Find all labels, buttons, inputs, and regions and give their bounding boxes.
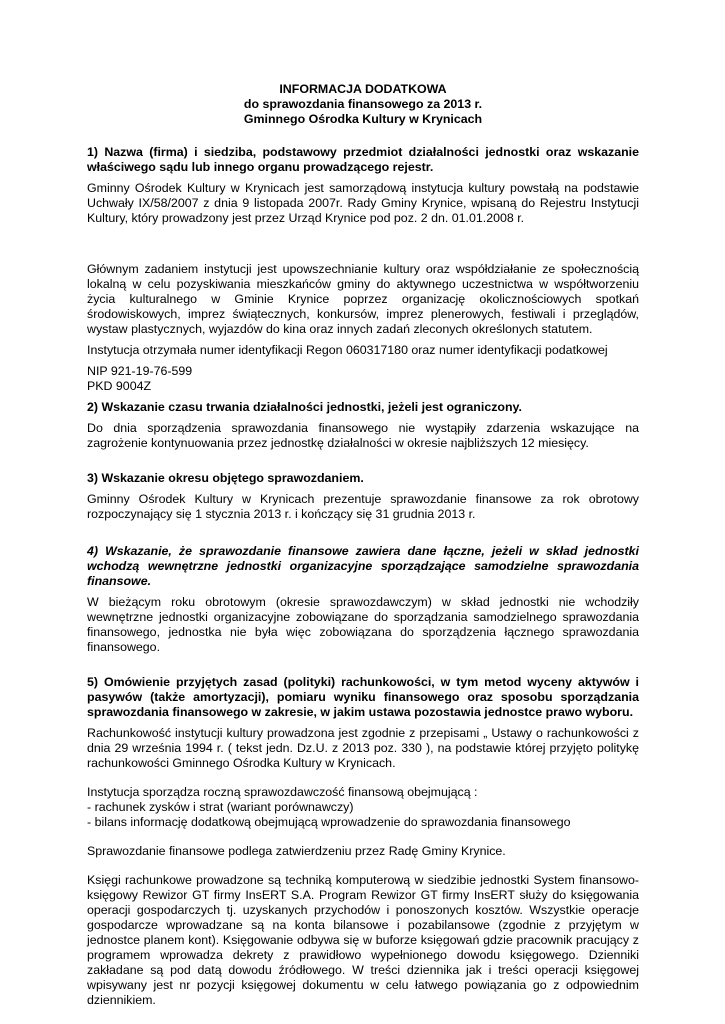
section-5-heading: 5) Omówienie przyjętych zasad (polityki) rachunkowości, w tym metod wyceny aktywów i pasywów (także amortyzacji), pomiaru wyniku finansowego oraz sposobu sporządzania sprawozdania finansowego w zakresie, w jakim ustawa pozostawia jednostce prawo wyboru. [87,675,639,719]
section-1-paragraph-3: Instytucja otrzymała numer identyfikacji Regon 060317180 oraz numer identyfikacji podatkowej [87,343,608,357]
section-5-list-item-2: - bilans informację dodatkową obejmującą wprowadzenie do sprawozdania finansowego [87,815,571,829]
section-4-heading: 4) Wskazanie, że sprawozdanie finansowe zawiera dane łączne, jeżeli w skład jednostki wchodzą wewnętrzne jednostki organizacyjne sporządzające samodzielne sprawozdania finansowe. [87,544,639,588]
title-line-1: INFORMACJA DODATKOWA [279,82,447,96]
section-1-paragraph-2: Głównym zadaniem instytucji jest upowszechnianie kultury oraz współdziałanie ze społecznością lokalną w celu pozyskiwania mieszkańców gminy do aktywnego uczestnictwa w współtworzeniu życia kulturalnego w Gminie Krynice poprzez organizację okolicznościowych spotkań środowiskowych, imprez świątecznych, konkursów, imprez plenerowych, festiwali i przeglądów, wystaw plastycznych, wyjazdów do kina oraz innych zadań zleconych określonych statutem. [87,262,639,336]
section-5-list-item-1: - rachunek zysków i strat (wariant porównawczy) [87,800,354,814]
section-3-paragraph-1: Gminny Ośrodek Kultury w Krynicach prezentuje sprawozdanie finansowe za rok obrotowy rozpoczynający się 1 stycznia 2013 r. i kończący się 31 grudnia 2013 r. [87,492,639,521]
section-5-list-intro: Instytucja sporządza roczną sprawozdawczość finansową obejmującą : [87,785,478,799]
section-4-paragraph-1: W bieżącym roku obrotowym (okresie sprawozdawczym) w skład jednostki nie wchodziły wewnętrzne jednostki organizacyjne zobowiązane do sporządzania samodzielnego sprawozdania finansowego, jednostka nie była więc zobowiązana do sporządzenia łącznego sprawozdania finansowego. [87,595,639,654]
section-5-paragraph-1: Rachunkowość instytucji kultury prowadzona jest zgodnie z przepisami „ Ustawy o rachunkowości z dnia 29 września 1994 r. ( tekst jedn. Dz.U. z 2013 poz. 330 ), na podstawie której przyjęto politykę rachunkowości Gminnego Ośrodka Kultury w Krynicach. [87,726,639,770]
section-3-heading: 3) Wskazanie okresu objętego sprawozdaniem. [87,471,364,485]
section-1-paragraph-1: Gminny Ośrodek Kultury w Krynicach jest samorządową instytucja kultury powstałą na podstawie Uchwały IX/58/2007 z dnia 9 listopada 2007r. Rady Gminy Krynice, wpisaną do Rejestru Instytucji Kultury, który prowadzony jest przez Urząd Krynice pod poz. 2 dn. 01.01.2008 r. [87,181,639,225]
title-line-2: do sprawozdania finansowego za 2013 r. [243,97,483,111]
section-1-heading: 1) Nazwa (firma) i siedziba, podstawowy przedmiot działalności jednostki oraz wskazanie właściwego sądu lub innego organu prowadzącego rejestr. [87,145,639,174]
title-line-3: Gminnego Ośrodka Kultury w Krynicach [243,112,483,126]
nip-number: NIP 921-19-76-599 [87,364,193,378]
section-5-paragraph-4: Księgi rachunkowe prowadzone są techniką komputerową w siedzibie jednostki System finansowo-księgowy Rewizor GT firmy InsERT S.A. Program Rewizor GT firmy InsERT służy do księgowania operacji gospodarczych tj. uzyskanych przychodów i ponoszonych kosztów. Wszystkie operacje gospodarcze wprowadzane są na konta bilansowe i pozabilansowe (zgodnie z przyjętym w jednostce planem kont). Księgowanie odbywa się w buforze księgowań gdzie pracownik pracujący z programem wprowadza dekrety z prawidłowo wypełnionego dowodu księgowego. Dzienniki zakładane są pod datą dowodu źródłowego. W treści dziennika jak i treści operacji księgowej wpisywany jest nr pozycji księgowej dokumentu w celu łatwego powiązania go z odpowiednim dziennikiem. [87,873,639,1007]
section-5-paragraph-3: Sprawozdanie finansowe podlega zatwierdzeniu przez Radę Gminy Krynice. [87,844,506,858]
pkd-code: PKD 9004Z [87,379,152,393]
section-2-paragraph-1: Do dnia sporządzenia sprawozdania finansowego nie wystąpiły zdarzenia wskazujące na zagrożenie kontynuowania przez jednostkę działalności w okresie najbliższych 12 miesięcy. [87,421,639,450]
document-page [87,82,639,1014]
section-2-heading: 2) Wskazanie czasu trwania działalności jednostki, jeżeli jest ograniczony. [87,400,522,414]
document-title [87,82,639,127]
